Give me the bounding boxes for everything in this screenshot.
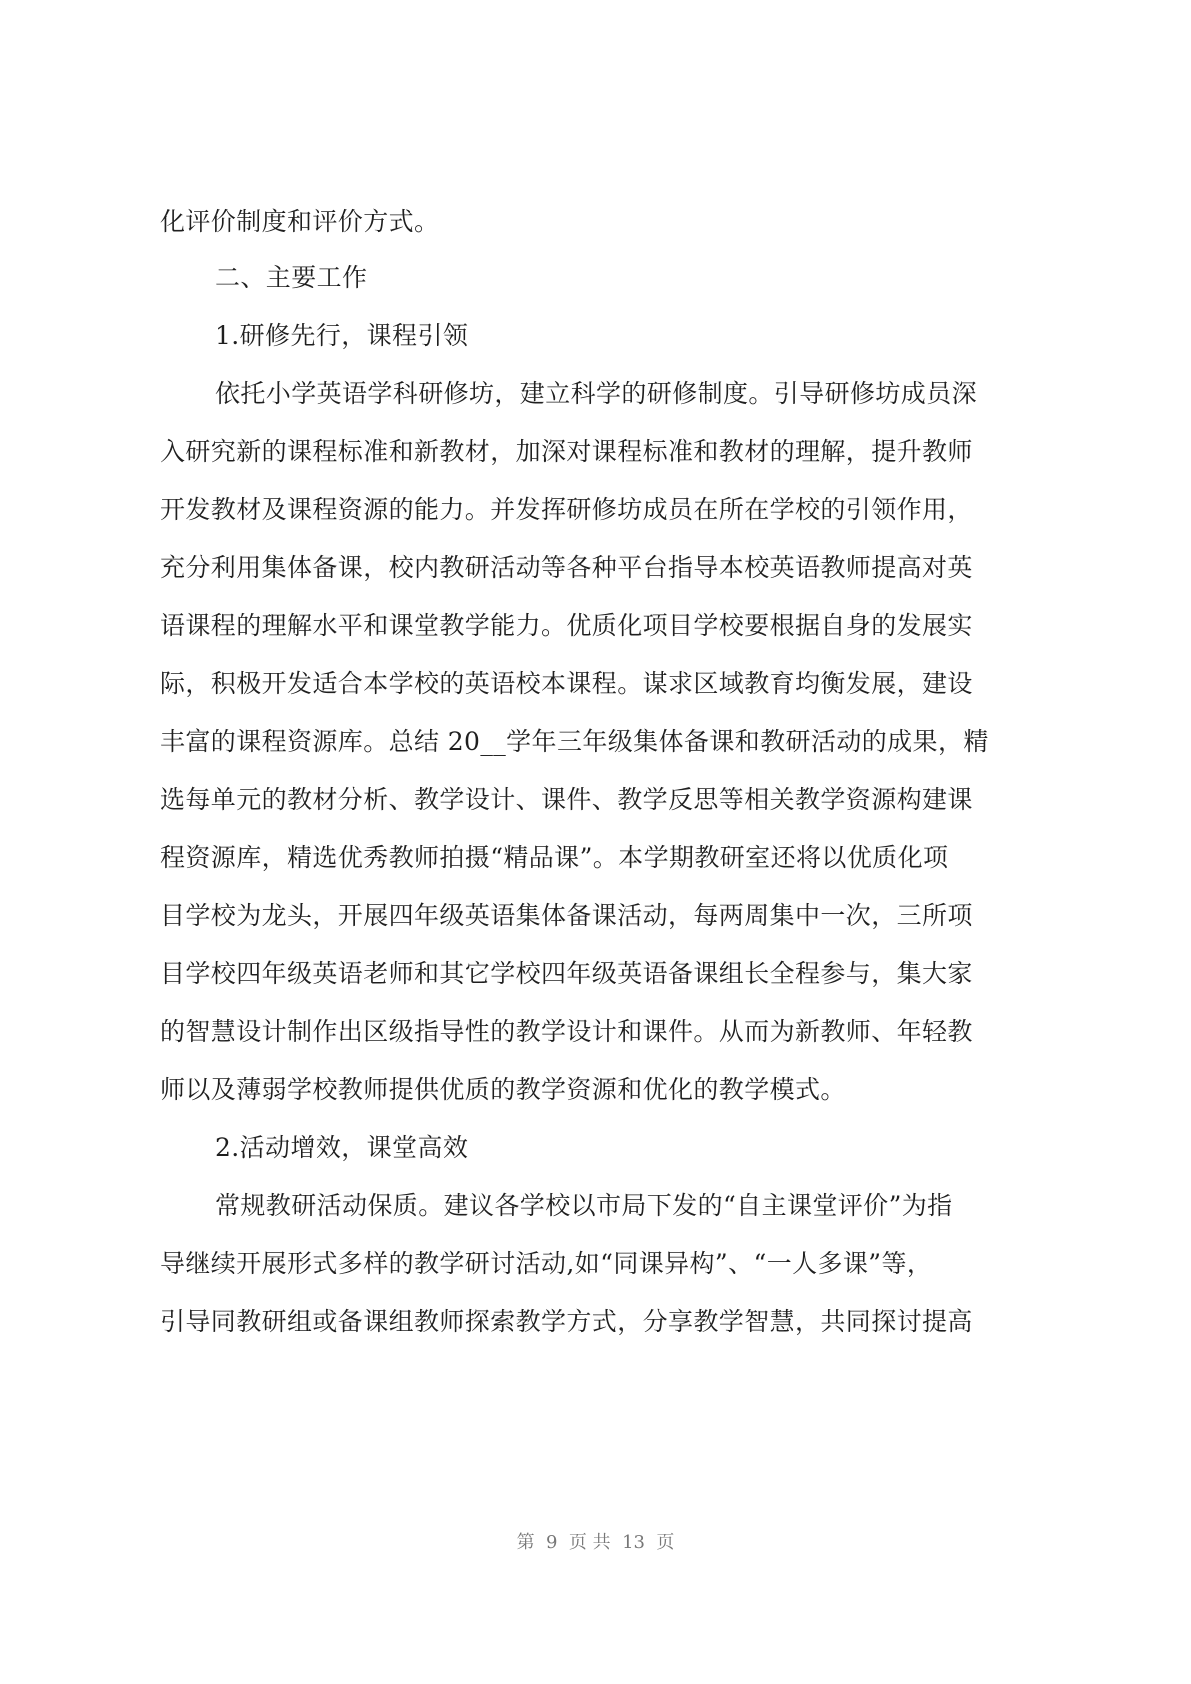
subsection-heading: 1.研修先行，课程引领: [215, 321, 469, 350]
text-line: 目学校为龙头，开展四年级英语集体备课活动，每两周集中一次，三所项: [160, 901, 973, 930]
text-line: 师以及薄弱学校教师提供优质的教学资源和优化的教学模式。: [160, 1075, 846, 1104]
page-number-footer: 第 9 页 共 13 页: [516, 1532, 675, 1553]
text-line: 程资源库，精选优秀教师拍摄“精品课”。本学期教研室还将以优质化项: [160, 843, 949, 872]
text-line: 际，积极开发适合本学校的英语校本课程。谋求区域教育均衡发展，建设: [160, 669, 973, 698]
text-line: 化评价制度和评价方式。: [160, 207, 440, 236]
text-line: 语课程的理解水平和课堂教学能力。优质化项目学校要根据自身的发展实: [160, 611, 973, 640]
text-line: 导继续开展形式多样的教学研讨活动,如“同课异构”、“一人多课”等，: [160, 1249, 933, 1278]
text-line: 选每单元的教材分析、教学设计、课件、教学反思等相关教学资源构建课: [160, 785, 973, 814]
text-line: 入研究新的课程标准和新教材，加深对课程标准和教材的理解，提升教师: [160, 437, 973, 466]
text-line: 开发教材及课程资源的能力。并发挥研修坊成员在所在学校的引领作用，: [160, 495, 973, 524]
text-line: 引导同教研组或备课组教师探索教学方式，分享教学智慧，共同探讨提高: [160, 1307, 973, 1336]
text-line: 充分利用集体备课，校内教研活动等各种平台指导本校英语教师提高对英: [160, 553, 973, 582]
text-line: 丰富的课程资源库。总结 20__学年三年级集体备课和教研活动的成果，精: [160, 727, 989, 756]
subsection-heading: 2.活动增效，课堂高效: [215, 1133, 469, 1162]
text-line: 的智慧设计制作出区级指导性的教学设计和课件。从而为新教师、年轻教: [160, 1017, 973, 1046]
text-line: 依托小学英语学科研修坊，建立科学的研修制度。引导研修坊成员深: [215, 379, 978, 408]
text-line: 常规教研活动保质。建议各学校以市局下发的“自主课堂评价”为指: [215, 1191, 953, 1220]
section-heading: 二、主要工作: [215, 263, 368, 292]
text-line: 目学校四年级英语老师和其它学校四年级英语备课组长全程参与，集大家: [160, 959, 973, 988]
